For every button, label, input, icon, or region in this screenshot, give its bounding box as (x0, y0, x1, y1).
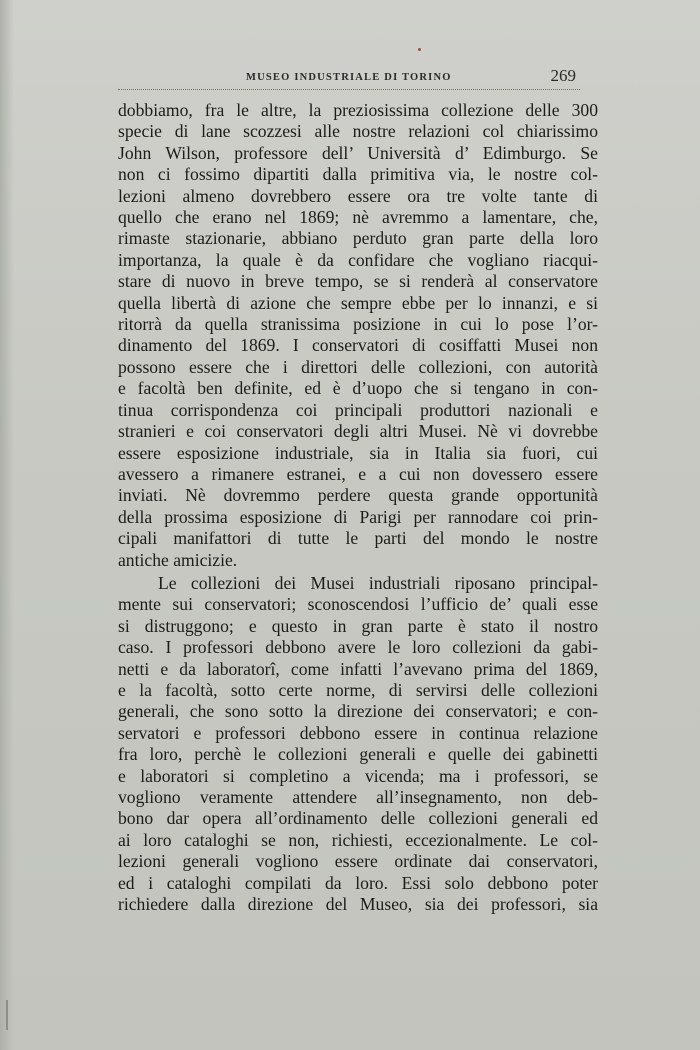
page-gutter-shadow (0, 0, 14, 1050)
text-line: tinua corrispondenza coi principali produttori nazionali e (118, 399, 598, 420)
text-line: stranieri e coi conservatori degli altri Musei. Nè vi dovrebbe (118, 421, 598, 442)
paragraph-2 (118, 573, 598, 916)
text-line: netti e da laboratorî, come infatti l’avevano prima del 1869, (118, 658, 598, 679)
text-line: generali, che sono sotto la direzione dei conservatori; e con- (118, 701, 598, 722)
text-line: richiedere dalla direzione del Museo, sia dei professori, sia (118, 894, 598, 915)
text-line: servatori e professori debbono essere in continua relazione (118, 722, 598, 743)
text-line: caso. I professori debbono avere le loro collezioni da gabi- (118, 637, 598, 658)
text-line: bono dar opera all’ordinamento delle collezioni generali ed (118, 808, 598, 829)
text-line: quella libertà di azione che sempre ebbe per lo innanzi, e si (118, 292, 598, 313)
text-line: importanza, la quale è da confidare che vogliano riacqui- (118, 249, 598, 270)
text-line: cipali manifattori di tutte le parti del mondo le nostre (118, 528, 598, 549)
page-number: 269 (550, 66, 576, 85)
text-line: dobbiamo, fra le altre, la preziosissima collezione delle 300 (118, 100, 598, 120)
text-line: ritorrà da quella stranissima posizione in cui lo pose l’or- (118, 314, 598, 335)
text-line: e la facoltà, sotto certe norme, di servirsi delle collezioni (118, 679, 598, 700)
running-title: MUSEO INDUSTRIALE DI TORINO (246, 72, 452, 83)
header-dotted-rule (118, 89, 580, 90)
paragraph-1 (118, 100, 598, 571)
text-line: e laboratori si completino a vicenda; ma i professori, se (118, 765, 598, 786)
text-line: John Wilson, professore dell’ Università d’ Edimburgo. Se (118, 142, 598, 163)
ink-speck (418, 48, 421, 51)
text-line: avessero a rimanere estranei, e a cui non dovessero essere (118, 463, 598, 484)
text-line: ed i cataloghi compilati da loro. Essi solo debbono poter (118, 872, 598, 893)
text-line: Le collezioni dei Musei industriali riposano principal- (158, 572, 598, 593)
text-line: inviati. Nè dovremmo perdere questa grande opportunità (118, 485, 598, 506)
text-line: stare di nuovo in breve tempo, se si renderà al conservatore (118, 271, 598, 292)
page-header (118, 62, 580, 90)
text-line: lezioni almeno dovrebbero essere ora tre volte tante di (118, 185, 598, 206)
text-line: della prossima esposizione di Parigi per rannodare coi prin- (118, 506, 598, 527)
text-line: antiche amicizie. (118, 549, 238, 570)
text-line: quello che erano nel 1869; nè avremmo a lamentare, che, (118, 207, 598, 228)
text-line: dinamento del 1869. I conservatori di cosiffatti Musei non (118, 335, 598, 356)
text-line: si distruggono; e questo in gran parte è stato il nostro (118, 615, 598, 636)
page-edge-mark (6, 1000, 8, 1030)
text-line: mente sui conservatori; sconoscendosi l’ufficio de’ quali esse (118, 594, 598, 615)
text-line: possono essere che i direttori delle collezioni, con autorità (118, 356, 598, 377)
text-line: rimaste stazionarie, abbiano perduto gran parte della loro (118, 228, 598, 249)
text-line: e facoltà ben definite, ed è d’uopo che si tengano in con- (118, 378, 598, 399)
body-text (118, 100, 598, 915)
text-line: non ci fossimo dipartiti dalla primitiva via, le nostre col- (118, 164, 598, 185)
text-line: fra loro, perchè le collezioni generali e quelle dei gabinetti (118, 744, 598, 765)
text-line: vogliono veramente attendere all’insegnamento, non deb- (118, 787, 598, 807)
text-line: ai loro cataloghi se non, richiesti, eccezionalmente. Le col- (118, 829, 598, 850)
text-line: essere esposizione industriale, sia in Italia sia fuori, cui (118, 442, 598, 463)
text-line: lezioni generali vogliono essere ordinate dai conservatori, (118, 851, 598, 872)
text-line: specie di lane scozzesi alle nostre relazioni col chiarissimo (118, 121, 598, 142)
